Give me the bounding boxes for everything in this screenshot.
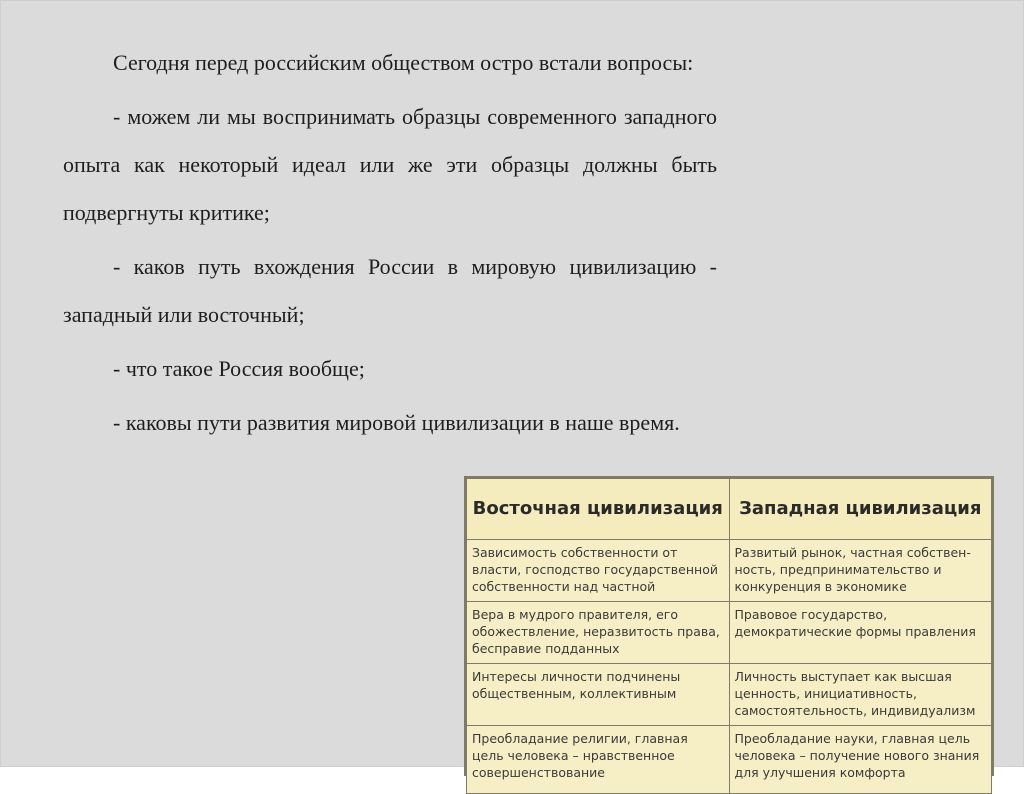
paragraph-question-2: - каков путь вхождения России в мировую цивилизацию - западный или восточный;: [63, 254, 717, 327]
body-text: [63, 39, 717, 453]
table-row: [467, 664, 992, 726]
table-cell-eastern: Преобладание религии, главная цель человека – нравственное совершенствование: [467, 726, 730, 794]
table-cell-western: Личность выступает как высшая ценность, инициативность, самостоятельность, индивидуализм: [729, 664, 992, 726]
comparison-table: [466, 478, 992, 794]
table-row: [467, 602, 992, 664]
header-eastern: Восточная цивилизация: [467, 479, 730, 540]
table-row: [467, 540, 992, 602]
table-header-row: [467, 479, 992, 540]
table-cell-eastern: Интересы личности подчинены общественным, коллективным: [467, 664, 730, 726]
table-row: [467, 726, 992, 794]
paragraph-question-4: - каковы пути развития мировой цивилизации в наше время.: [113, 410, 680, 435]
table-cell-eastern: Зависимость собственности от власти, господство государственной собственности над частной: [467, 540, 730, 602]
header-western: Западная цивилизация: [729, 479, 992, 540]
paragraph-question-3: - что такое Россия вообще;: [113, 356, 365, 381]
paragraph-question-1: - можем ли мы воспринимать образцы современного западного опыта как некоторый идеал или же эти образцы должны быть подвергнуты критике;: [63, 104, 717, 225]
paragraph-intro: Сегодня перед российским обществом остро встали вопросы:: [113, 50, 694, 75]
civilization-comparison-table: [464, 476, 994, 780]
table-cell-eastern: Вера в мудрого правителя, его обожествление, неразвитость права, бесправие подданных: [467, 602, 730, 664]
table-cell-western: Развитый рынок, частная собствен-ность, предпринимательство и конкуренция в экономике: [729, 540, 992, 602]
table-cell-western: Правовое государство, демократические формы правления: [729, 602, 992, 664]
table-cell-western: Преобладание науки, главная цель человека – получение нового знания для улучшения комфорта: [729, 726, 992, 794]
